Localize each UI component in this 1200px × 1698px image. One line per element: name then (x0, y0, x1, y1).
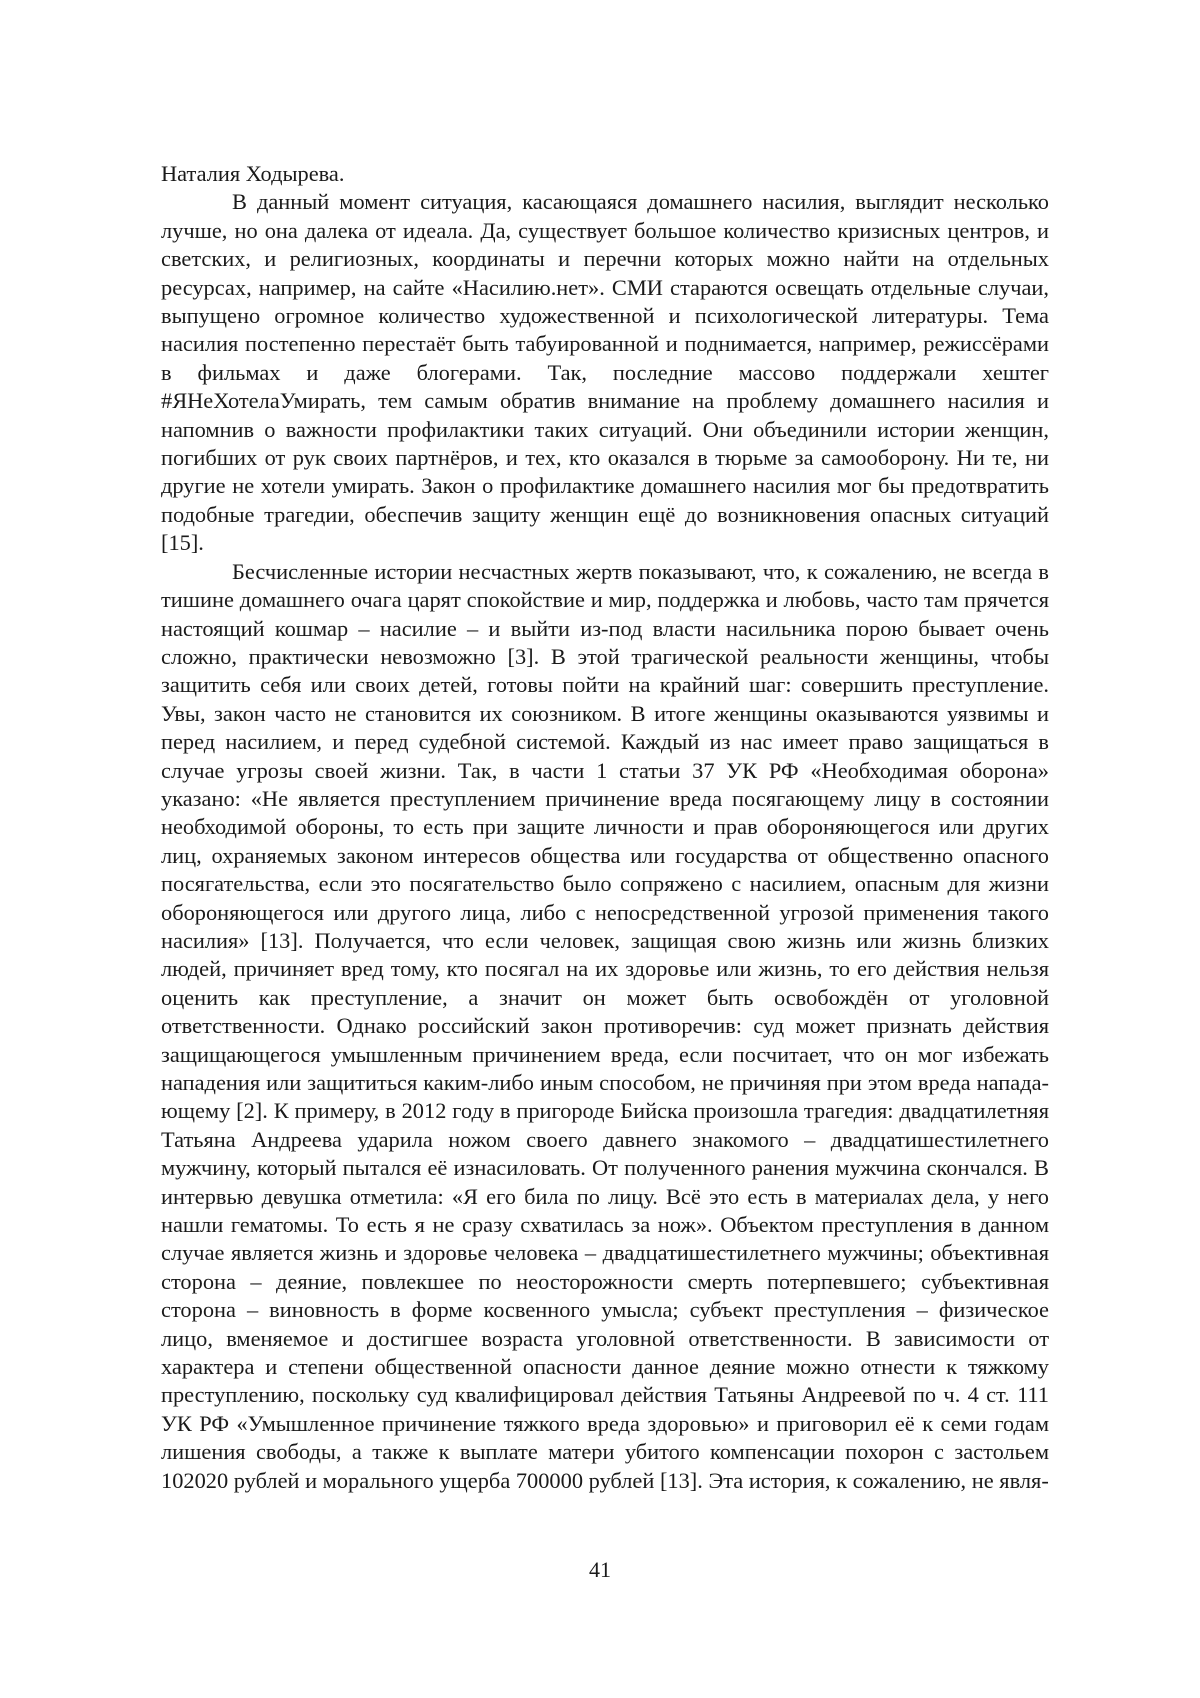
opening-line: Наталия Ходырева. (161, 161, 345, 186)
paragraph: Бесчисленные истории несчастных жертв показывают, что, к сожалению, не всегда в тишине домашнего очага царят спокойствие и мир, поддержка и любовь, часто там прячется настоящий кошмар – насилие – и выйти из-под власти насильника порою бывает очень сложно, практически невозможно [3]. В этой трагической реальности женщины, чтобы защитить себя или своих детей, готовы пойти на крайний шаг: совершить преступление. Увы, закон часто не становится их союзником. В итоге женщины оказываются уязвимы и перед насилием, и перед судебной системой. Каждый из нас имеет право защищаться в случае угрозы своей жизни. Так, в части 1 статьи 37 УК РФ «Необходимая оборона» указано: «Не является преступлением причинение вреда посягающему лицу в состоянии необходимой обороны, то есть при защите личности и прав обороняющегося или других лиц, охраняемых законом интересов общества или государства от общественно опасного посягательства, если это посягательство было сопряжено с насилием, опасным для жизни обороняющегося или другого лица, либо с непосредственной угрозой применения такого насилия» [13]. Получается, что если человек, защищая свою жизнь или жизнь близких людей, причиняет вред тому, кто посягал на их здоровье или жизнь, то его действия нельзя оценить как преступление, а значит он может быть освобождён от уголовной ответственности. Однако российский закон противоречив: суд может признать действия защищающегося умышленным причинением вреда, если посчитает, что он мог избежать нападения или защититься каким-либо иным способом, не причиняя при этом вреда нападающему [2]. К примеру, в 2012 году в пригороде Бийска произошла трагедия: двадцатилетняя Татьяна Андреева ударила ножом своего давнего знакомого – двадцатишестилетнего мужчину, который пытался её изнасиловать. От полученного ранения мужчина скончался. В интервью девушка отметила: «Я его била по лицу. Всё это есть в материалах дела, у него нашли гематомы. То есть я не сразу схватилась за нож». Объектом преступления в данном случае является жизнь и здоровье человека – двадцатишестилетнего мужчины; объективная сторона – деяние, повлекшее по неосторожности смерть потерпевшего; субъективная сторона – виновность в форме косвенного умысла; субъект преступления – физическое лицо, вменяемое и достигшее возраста уголовной ответственности. В зависимости от характера и степени общественной опасности данное деяние можно отнести к тяжкому преступлению, поскольку суд квалифицировал действия Татьяны Андреевой по ч. 4 ст. 111 УК РФ «Умышленное причинение тяжкого вреда здоровью» и приговорил её к семи годам лишения свободы, а также к выплате матери убитого компенсации похорон с застольем 102020 рублей и морального ущерба 700000 рублей [13]. Эта история, к сожалению, не явля- (161, 558, 1049, 1493)
page-number: 41 (589, 1557, 611, 1582)
body-text (161, 160, 1049, 1495)
paragraph: В данный момент ситуация, касающаяся домашнего насилия, выглядит несколько лучше, но она далека от идеала. Да, существует большое количество кризисных центров, и светских, и религиозных, координаты и перечни которых можно найти на отдельных ресурсах, например, на сайте «Насилию.нет». СМИ стараются освещать отдельные случаи, выпущено огромное количество художественной и психологической литературы. Тема насилия постепенно перестаёт быть табуированной и поднимается, например, режиссёрами в фильмах и даже блогерами. Так, последние массово поддержали хештег #ЯНеХотелаУмирать, тем самым обратив внимание на проблему домашнего насилия и напомнив о важности профилактики таких ситуаций. Они объединили истории женщин, погибших от рук своих партнёров, и тех, кто оказался в тюрьме за самооборону. Ни те, ни другие не хотели умирать. Закон о профилактике домашнего насилия мог бы предотвратить подобные трагедии, обеспечив защиту женщин ещё до возникновения опасных ситуаций [15]. (161, 189, 1049, 556)
